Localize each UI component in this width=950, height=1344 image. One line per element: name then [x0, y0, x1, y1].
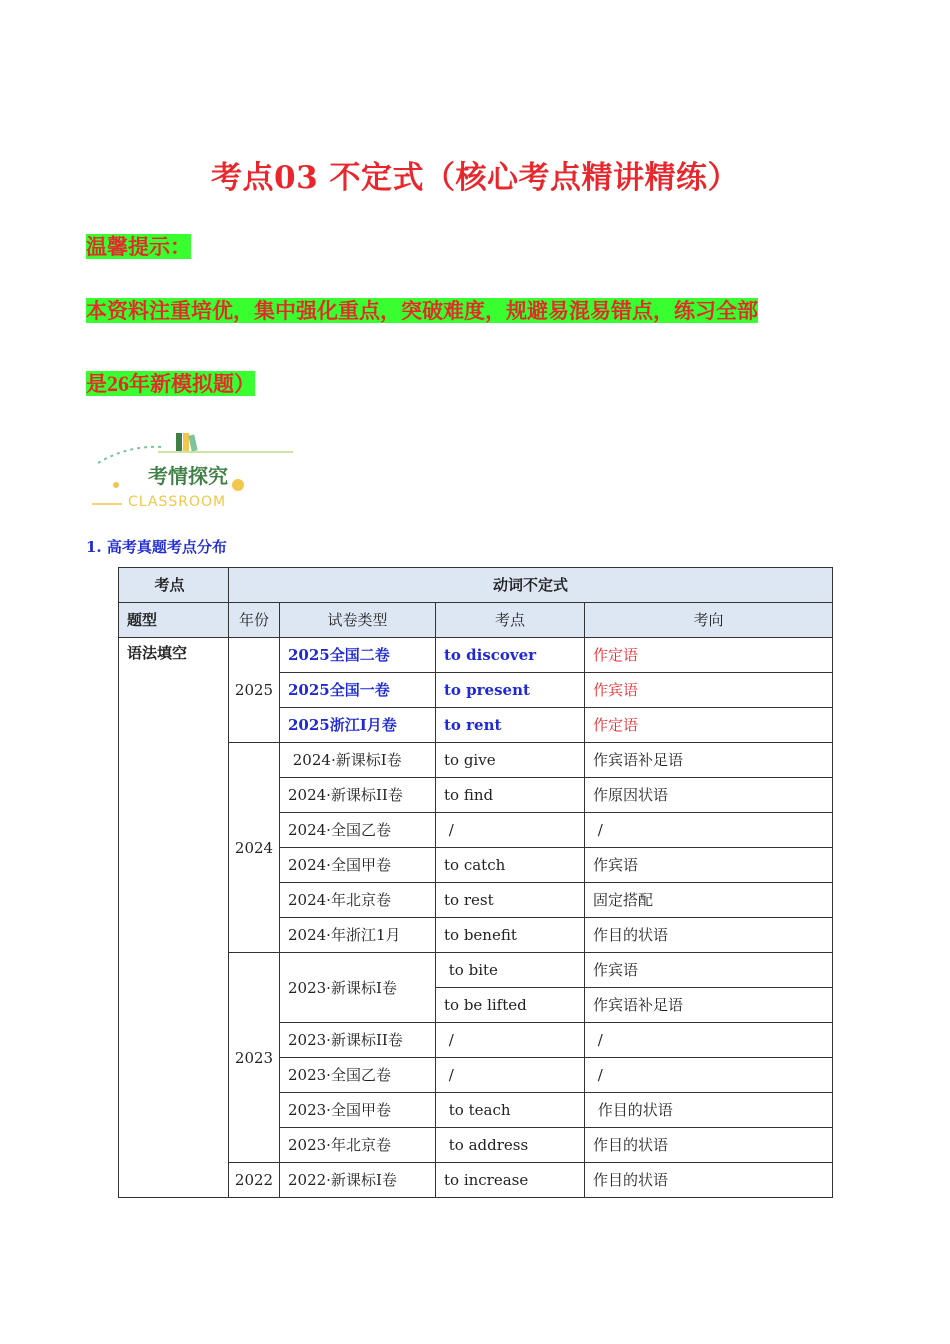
direction-cell: 固定搭配: [585, 883, 833, 918]
exam-distribution-table: [118, 567, 833, 1198]
header-kaodian: 考点: [119, 568, 229, 603]
year-cell: 2024: [229, 743, 280, 953]
page-title: 考点03 不定式（核心考点精讲精练）: [211, 160, 739, 196]
direction-cell: /: [585, 1023, 833, 1058]
point-cell: to increase: [436, 1163, 585, 1198]
year-cell: 2023: [229, 953, 280, 1163]
header-row-2: [119, 603, 833, 638]
point-cell: to discover: [436, 638, 585, 673]
direction-cell: /: [585, 1058, 833, 1093]
tip-heading-text: 温馨提示：: [86, 234, 191, 259]
table-row: [119, 638, 833, 673]
direction-cell: 作宾语: [585, 673, 833, 708]
paper-cell: 2023·新课标I卷: [280, 953, 436, 1023]
paper-cell: 2024·全国甲卷: [280, 848, 436, 883]
header-tixing: 题型: [119, 603, 229, 638]
tip-line-2-pre: 是: [86, 371, 107, 396]
paper-cell: 2025全国一卷: [280, 673, 436, 708]
direction-cell: 作目的状语: [585, 918, 833, 953]
point-cell: to address: [436, 1128, 585, 1163]
point-cell: to bite: [436, 953, 585, 988]
direction-cell: 作宾语: [585, 953, 833, 988]
tip-line-2: [86, 369, 255, 399]
header-row-1: [119, 568, 833, 603]
point-cell: /: [436, 1058, 585, 1093]
tip-heading: [86, 232, 191, 262]
direction-cell: /: [585, 813, 833, 848]
direction-cell: 作宾语补足语: [585, 743, 833, 778]
header-year: 年份: [229, 603, 280, 638]
year-cell: 2022: [229, 1163, 280, 1198]
tip-line-2-num: 26: [107, 371, 129, 396]
header-paper: 试卷类型: [280, 603, 436, 638]
paper-cell: 2023·年北京卷: [280, 1128, 436, 1163]
paper-cell: 2024·年北京卷: [280, 883, 436, 918]
point-cell: to give: [436, 743, 585, 778]
point-cell: to rest: [436, 883, 585, 918]
paper-cell: 2024·年浙江1月: [280, 918, 436, 953]
tip-line-1: [86, 296, 758, 326]
header-topic: 动词不定式: [229, 568, 833, 603]
paper-cell: 2023·全国乙卷: [280, 1058, 436, 1093]
direction-cell: 作定语: [585, 638, 833, 673]
paper-cell: 2024·全国乙卷: [280, 813, 436, 848]
tip-line-2-post: 年新模拟题）: [129, 371, 255, 396]
header-direction: 考向: [585, 603, 833, 638]
direction-cell: 作宾语: [585, 848, 833, 883]
logo-title: 考情探究: [148, 464, 228, 488]
point-cell: to benefit: [436, 918, 585, 953]
question-type-cell: 语法填空: [119, 638, 229, 1198]
paper-cell: 2023·新课标II卷: [280, 1023, 436, 1058]
direction-cell: 作目的状语: [585, 1128, 833, 1163]
header-point: 考点: [436, 603, 585, 638]
point-cell: /: [436, 813, 585, 848]
paper-cell: 2024·新课标II卷: [280, 778, 436, 813]
point-cell: to teach: [436, 1093, 585, 1128]
paper-cell: 2023·全国甲卷: [280, 1093, 436, 1128]
point-cell: to be lifted: [436, 988, 585, 1023]
direction-cell: 作目的状语: [585, 1093, 833, 1128]
point-cell: to rent: [436, 708, 585, 743]
direction-cell: 作目的状语: [585, 1163, 833, 1198]
direction-cell: 作宾语补足语: [585, 988, 833, 1023]
tip-line-1-text: 本资料注重培优，集中强化重点，突破难度，规避易混易错点，练习全部: [86, 298, 758, 323]
paper-cell: 2024·新课标I卷: [280, 743, 436, 778]
point-cell: to present: [436, 673, 585, 708]
paper-cell: 2025全国二卷: [280, 638, 436, 673]
section-heading: 1. 高考真题考点分布: [86, 538, 227, 556]
direction-cell: 作原因状语: [585, 778, 833, 813]
classroom-logo: [88, 425, 298, 520]
direction-cell: 作定语: [585, 708, 833, 743]
year-cell: 2025: [229, 638, 280, 743]
logo-subtitle: CLASSROOM: [128, 494, 227, 510]
point-cell: to catch: [436, 848, 585, 883]
point-cell: to find: [436, 778, 585, 813]
paper-cell: 2025浙江I月卷: [280, 708, 436, 743]
point-cell: /: [436, 1023, 585, 1058]
paper-cell: 2022·新课标I卷: [280, 1163, 436, 1198]
